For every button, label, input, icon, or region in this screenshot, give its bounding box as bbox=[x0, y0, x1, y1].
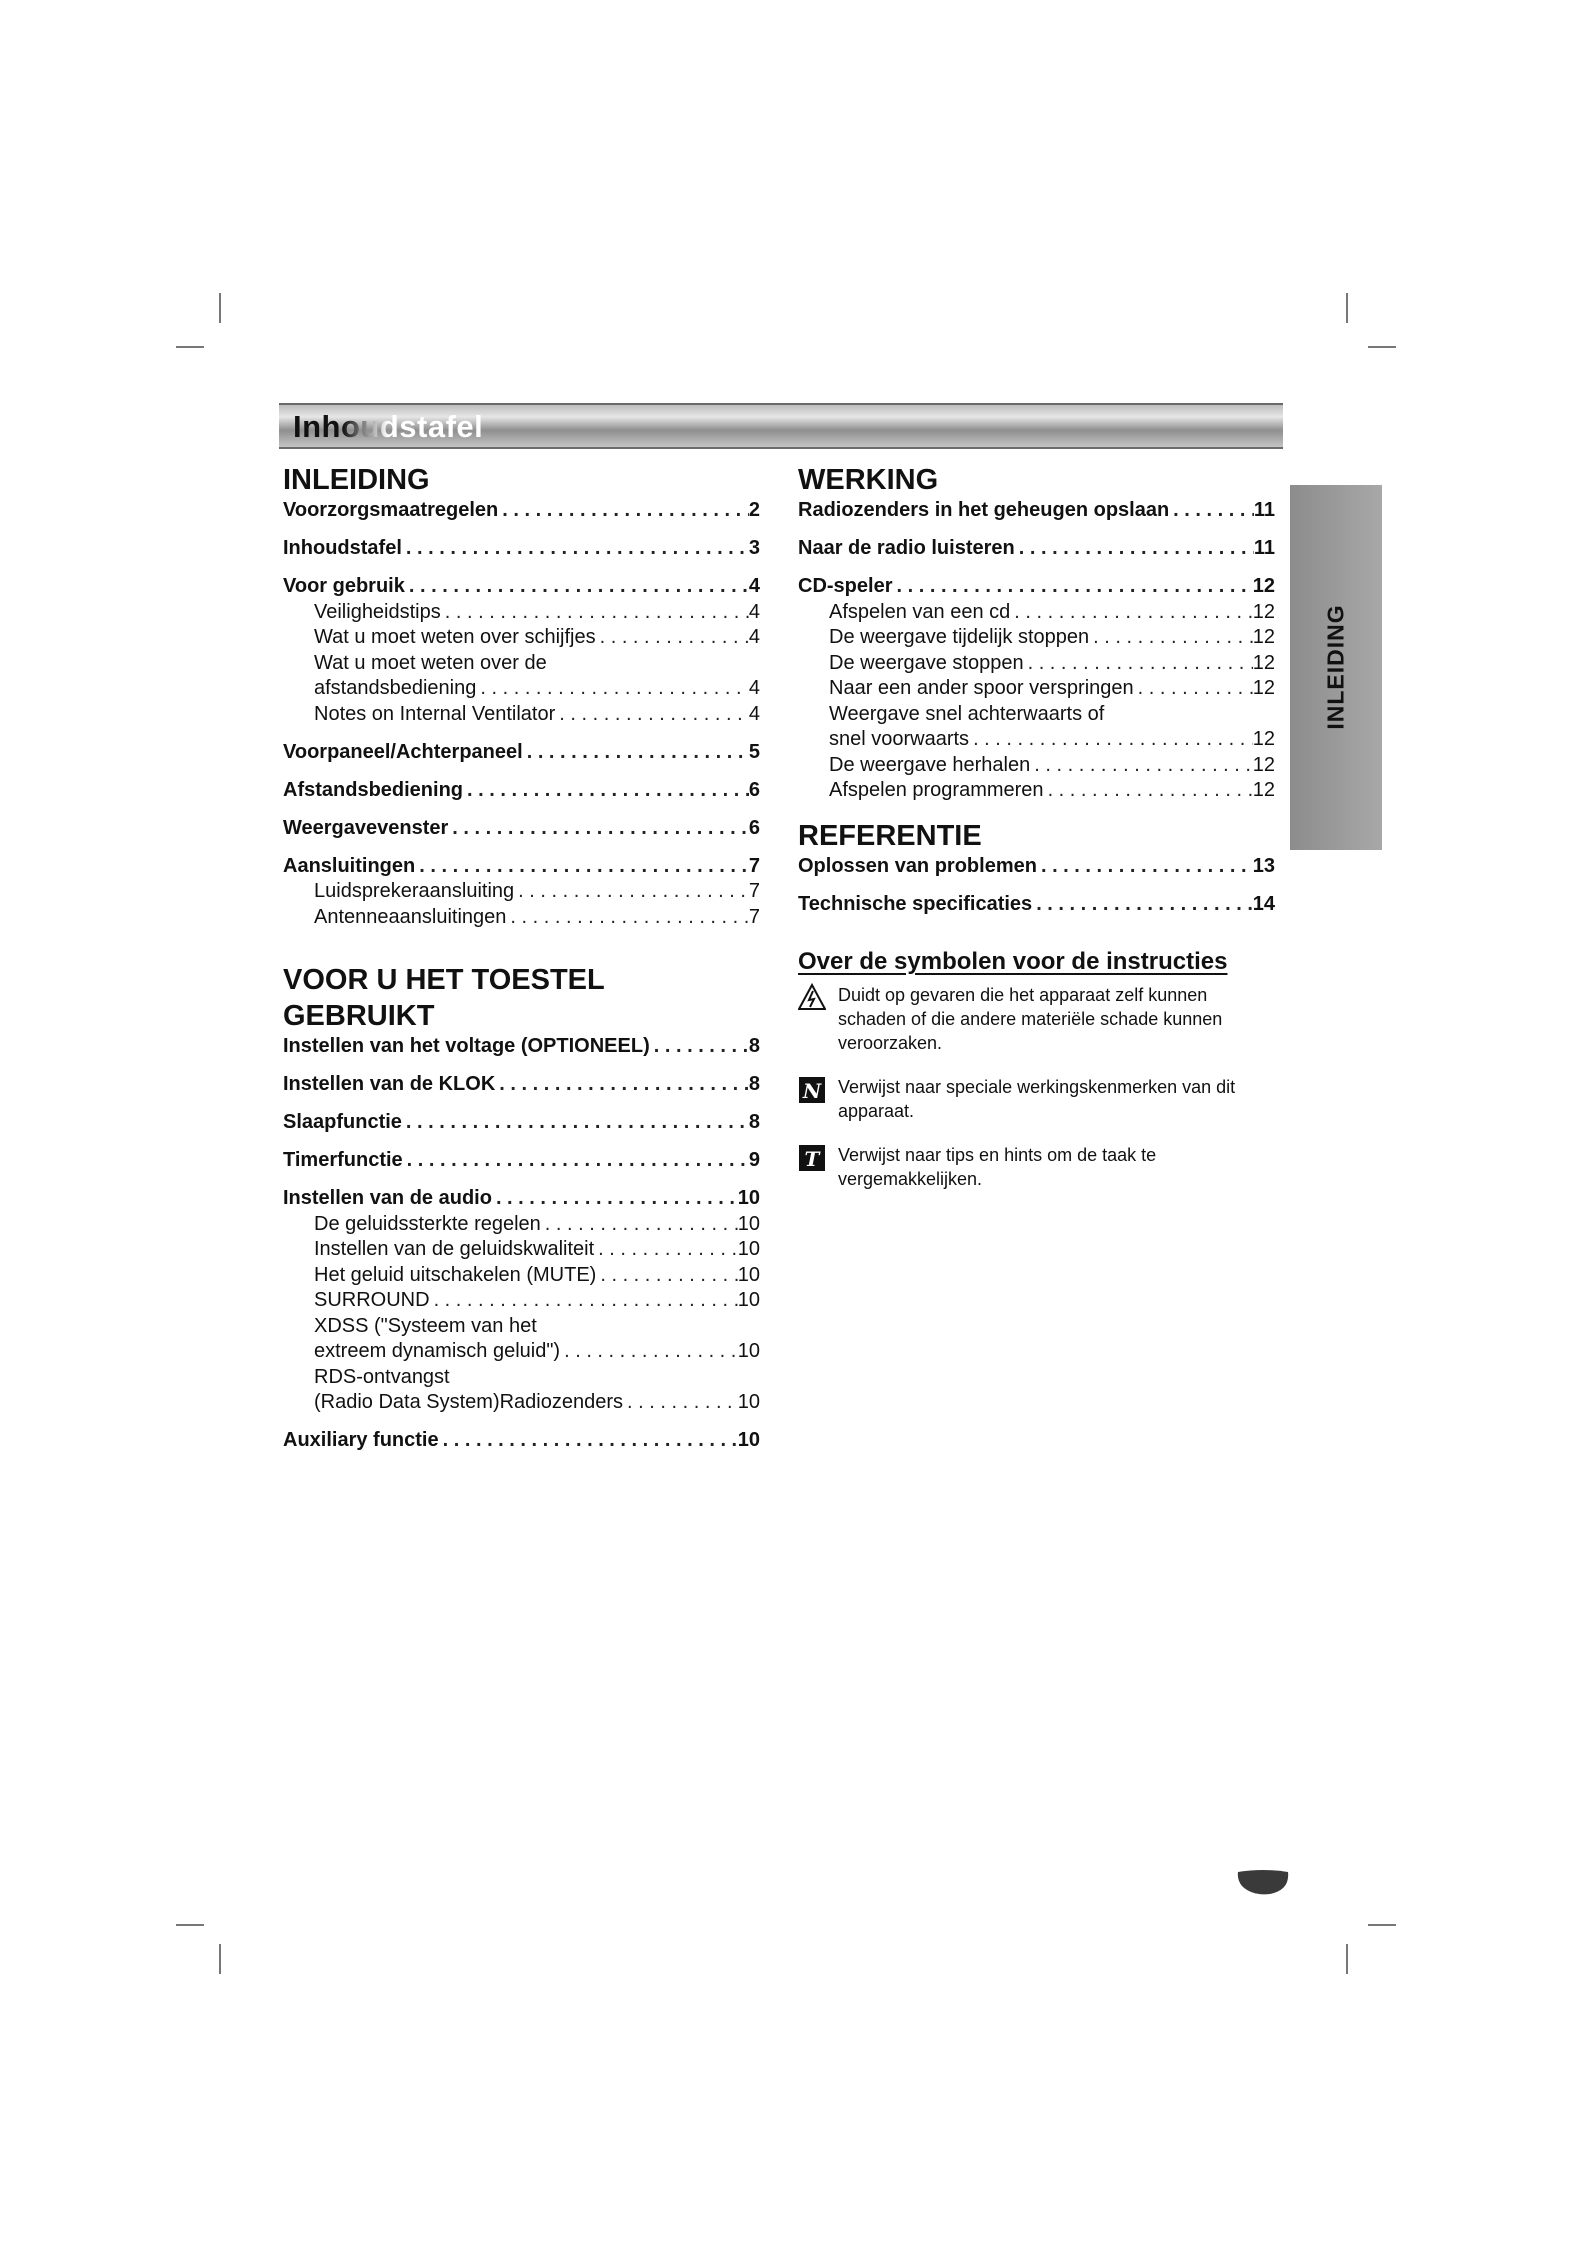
crop-mark bbox=[1346, 1944, 1348, 1974]
crop-mark bbox=[219, 1944, 221, 1974]
toc-entry[interactable]: Inhoudstafel . . . 3 bbox=[283, 536, 760, 562]
toc-subentry[interactable]: Naar een ander spoor verspringen . . . 12 bbox=[798, 676, 1275, 702]
toc-entry[interactable]: Oplossen van problemen . . . 13 bbox=[798, 854, 1275, 880]
toc-left-column bbox=[283, 462, 760, 1454]
toc-entry[interactable]: Timerfunctie . . . 9 bbox=[283, 1148, 760, 1174]
symbol-item bbox=[798, 1075, 1275, 1123]
toc-entry[interactable]: Technische specificaties . . . 14 bbox=[798, 892, 1275, 918]
title-bar bbox=[279, 403, 1283, 449]
symbol-item bbox=[798, 1143, 1275, 1191]
toc-subentry[interactable]: Luidsprekeraansluiting . . . 7 bbox=[283, 879, 760, 905]
note-n-icon bbox=[798, 1075, 826, 1105]
symbol-description: Verwijst naar tips en hints om de taak te vergemakkelijken. bbox=[838, 1145, 1157, 1189]
symbol-description: Duidt op gevaren die het apparaat zelf kunnen schaden of die andere materiële schade kunnen veroorzaken. bbox=[838, 985, 1223, 1053]
crop-mark bbox=[1368, 346, 1396, 348]
section-heading: REFERENTIE bbox=[798, 819, 982, 852]
toc-subentry-line: RDS-ontvangst bbox=[314, 1365, 450, 1388]
symbols-heading: Over de symbolen voor de instructies bbox=[798, 948, 1228, 975]
toc-subentry[interactable]: Het geluid uitschakelen (MUTE) . . . 10 bbox=[283, 1263, 760, 1289]
crop-mark bbox=[176, 346, 204, 348]
toc-subentry[interactable]: SURROUND . . . 10 bbox=[283, 1288, 760, 1314]
side-tab-label: INLEIDING bbox=[1322, 604, 1349, 730]
symbol-item bbox=[798, 983, 1275, 1055]
toc-subentry[interactable]: Wat u moet weten over schijfjes . . . 4 bbox=[283, 625, 760, 651]
toc-entry[interactable]: Aansluitingen . . . 7 bbox=[283, 854, 760, 880]
toc-subentry[interactable]: snel voorwaarts . . . 12 bbox=[798, 727, 1275, 753]
toc-subentry[interactable]: Veiligheidstips . . . 4 bbox=[283, 600, 760, 626]
toc-entry[interactable]: Voorpaneel/Achterpaneel . . . 5 bbox=[283, 740, 760, 766]
toc-entry[interactable]: Afstandsbediening . . . 6 bbox=[283, 778, 760, 804]
page-title: Inhoudstafel bbox=[293, 409, 484, 444]
side-tab bbox=[1290, 485, 1382, 850]
tip-t-icon bbox=[798, 1143, 826, 1173]
toc-subentry[interactable]: De geluidssterkte regelen . . . 10 bbox=[283, 1212, 760, 1238]
section-heading: VOOR U HET TOESTEL GEBRUIKT bbox=[283, 964, 605, 1032]
toc-subentry[interactable]: De weergave tijdelijk stoppen . . . 12 bbox=[798, 625, 1275, 651]
toc-subentry[interactable]: Afspelen programmeren . . . 12 bbox=[798, 778, 1275, 804]
crop-mark bbox=[1346, 293, 1348, 323]
toc-subentry[interactable]: De weergave herhalen . . . 12 bbox=[798, 753, 1275, 779]
warning-triangle-icon bbox=[798, 983, 826, 1013]
toc-entry[interactable]: Naar de radio luisteren . . . 11 bbox=[798, 536, 1275, 562]
toc-entry[interactable]: Voorzorgsmaatregelen . . . 2 bbox=[283, 498, 760, 524]
toc-entry[interactable]: Slaapfunctie . . . 8 bbox=[283, 1110, 760, 1136]
toc-subentry[interactable]: afstandsbediening . . . 4 bbox=[283, 676, 760, 702]
toc-subentry[interactable]: De weergave stoppen . . . 12 bbox=[798, 651, 1275, 677]
crop-mark bbox=[176, 1924, 204, 1926]
toc-entry[interactable]: Instellen van het voltage (OPTIONEEL) . . . 8 bbox=[283, 1034, 760, 1060]
svg-text:T: T bbox=[804, 1147, 820, 1171]
toc-entry[interactable]: Instellen van de audio . . . 10 bbox=[283, 1186, 760, 1212]
toc-subentry[interactable]: Antenneaansluitingen . . . 7 bbox=[283, 905, 760, 931]
symbol-description: Verwijst naar speciale werkingskenmerken van dit apparaat. bbox=[838, 1077, 1236, 1121]
toc-entry[interactable]: Auxiliary functie . . . 10 bbox=[283, 1428, 760, 1454]
toc-entry[interactable]: Radiozenders in het geheugen opslaan . . . 11 bbox=[798, 498, 1275, 524]
toc-entry[interactable]: Weergavevenster . . . 6 bbox=[283, 816, 760, 842]
toc-entry[interactable]: Instellen van de KLOK . . . 8 bbox=[283, 1072, 760, 1098]
crop-mark bbox=[219, 293, 221, 323]
toc-entry[interactable]: Voor gebruik . . . 4 bbox=[283, 574, 760, 600]
page-number: 3 bbox=[1258, 1875, 1268, 1892]
toc-right-column bbox=[798, 462, 1275, 1191]
svg-text:N: N bbox=[802, 1079, 822, 1103]
toc-subentry[interactable]: extreem dynamisch geluid") . . . 10 bbox=[283, 1339, 760, 1365]
crop-mark bbox=[1368, 1924, 1396, 1926]
toc-subentry-line: XDSS ("Systeem van het bbox=[314, 1314, 537, 1337]
toc-entry[interactable]: CD-speler . . . 12 bbox=[798, 574, 1275, 600]
toc-subentry[interactable]: Instellen van de geluidskwaliteit . . . 10 bbox=[283, 1237, 760, 1263]
toc-subentry-line: Weergave snel achterwaarts of bbox=[829, 702, 1105, 725]
toc-subentry[interactable]: (Radio Data System)Radiozenders . . . 10 bbox=[283, 1390, 760, 1416]
toc-subentry[interactable]: Notes on Internal Ventilator . . . 4 bbox=[283, 702, 760, 728]
section-heading: WERKING bbox=[798, 464, 939, 496]
toc-subentry[interactable]: Afspelen van een cd . . . 12 bbox=[798, 600, 1275, 626]
toc-subentry-line: Wat u moet weten over de bbox=[314, 651, 547, 674]
section-heading: INLEIDING bbox=[283, 464, 430, 496]
page-number-badge bbox=[1236, 1866, 1290, 1903]
